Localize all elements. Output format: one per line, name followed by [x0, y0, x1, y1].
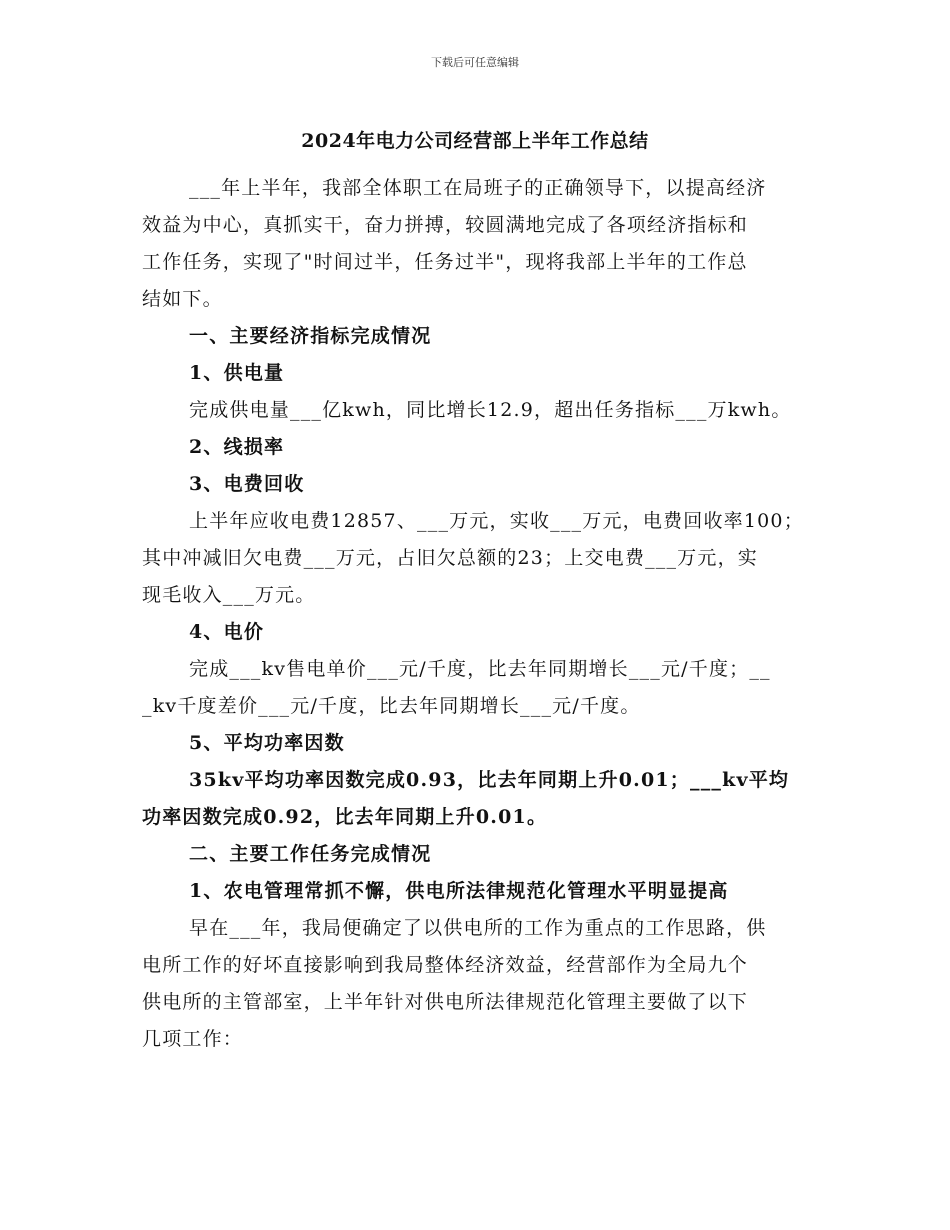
- subsection-heading: 5、平均功率因数: [189, 732, 345, 754]
- subsection-heading: 1、农电管理常抓不懈，供电所法律规范化管理水平明显提高: [189, 880, 729, 902]
- paragraph-line-bold: 功率因数完成0.92，比去年同期上升0.01。: [142, 806, 548, 828]
- paragraph-line: 早在___年，我局便确定了以供电所的工作为重点的工作思路，供: [189, 917, 767, 939]
- subsection-heading: 2、线损率: [189, 436, 285, 458]
- paragraph-line-bold: 35kv平均功率因数完成0.93，比去年同期上升0.01；___kv平均: [189, 769, 790, 791]
- paragraph-line: 其中冲减旧欠电费___万元，占旧欠总额的23；上交电费___万元，实: [142, 547, 758, 569]
- paragraph-line: 完成供电量___亿kwh，同比增长12.9，超出任务指标___万kwh。: [189, 399, 792, 421]
- section-heading: 一、主要经济指标完成情况: [189, 325, 432, 347]
- paragraph-line: 结如下。: [142, 288, 223, 310]
- subsection-heading: 4、电价: [189, 621, 265, 643]
- paragraph-line: 几项工作：: [142, 1028, 244, 1050]
- paragraph-line: 电所工作的好坏直接影响到我局整体经济效益，经营部作为全局九个: [142, 954, 749, 976]
- paragraph-line: 上半年应收电费12857、___万元，实收___万元，电费回收率100；: [189, 510, 804, 532]
- paragraph-line: _kv千度差价___元/千度，比去年同期增长___元/千度。: [142, 695, 641, 717]
- paragraph-line: 现毛收入___万元。: [142, 584, 316, 606]
- subsection-heading: 1、供电量: [189, 362, 285, 384]
- subsection-heading: 3、电费回收: [189, 473, 305, 495]
- header-note: 下载后可任意编辑: [431, 56, 519, 69]
- paragraph-line: 供电所的主管部室，上半年针对供电所法律规范化管理主要做了以下: [142, 991, 749, 1013]
- paragraph-line: 效益为中心，真抓实干，奋力拼搏，较圆满地完成了各项经济指标和: [142, 214, 749, 236]
- paragraph-line: 工作任务，实现了"时间过半，任务过半"，现将我部上半年的工作总: [142, 251, 748, 273]
- paragraph-line: ___年上半年，我部全体职工在局班子的正确领导下，以提高经济: [189, 177, 767, 199]
- paragraph-line: 完成___kv售电单价___元/千度，比去年同期增长___元/千度；__: [189, 658, 771, 680]
- document-title: 2024年电力公司经营部上半年工作总结: [301, 130, 649, 152]
- section-heading: 二、主要工作任务完成情况: [189, 843, 432, 865]
